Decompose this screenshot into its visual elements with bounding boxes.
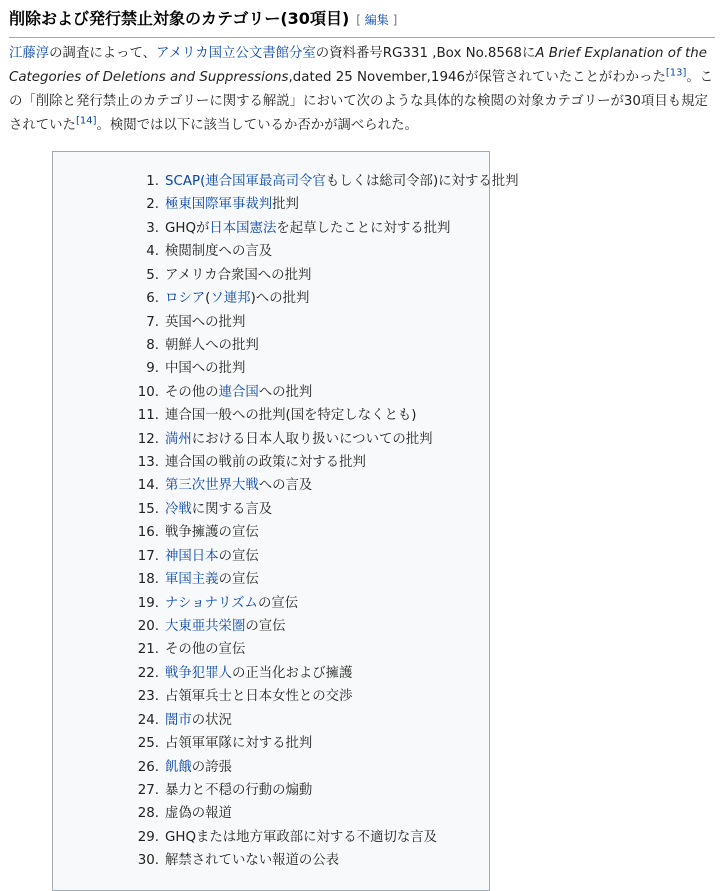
item-number: 16. bbox=[137, 525, 159, 541]
category-item bbox=[53, 685, 491, 708]
item-text bbox=[165, 568, 259, 591]
category-list bbox=[53, 170, 519, 873]
item-number: 1. bbox=[146, 174, 159, 189]
item-number: 3. bbox=[146, 220, 159, 236]
category-item bbox=[53, 662, 491, 685]
category-item bbox=[53, 357, 491, 380]
category-item bbox=[53, 498, 491, 521]
item-text bbox=[165, 404, 416, 427]
category-item bbox=[53, 311, 491, 334]
item-text-part: 戦争擁護の宣伝 bbox=[165, 525, 259, 541]
category-item bbox=[53, 732, 491, 755]
item-number: 8. bbox=[146, 337, 159, 353]
item-text-part: の正当化および擁護 bbox=[231, 665, 353, 681]
item-link[interactable]: 日本国憲法 bbox=[209, 220, 277, 236]
category-item bbox=[53, 709, 491, 732]
category-item bbox=[53, 756, 491, 779]
item-link[interactable]: 軍国主義 bbox=[165, 572, 219, 588]
category-item bbox=[53, 592, 491, 615]
category-item bbox=[53, 521, 491, 544]
category-item bbox=[53, 451, 491, 474]
item-number: 14. bbox=[137, 478, 159, 494]
item-text bbox=[165, 638, 245, 661]
edit-bracket-close: ] bbox=[388, 13, 398, 27]
item-text bbox=[165, 428, 433, 451]
item-text-part: の宣伝 bbox=[218, 548, 259, 564]
item-text-part: GHQまたは地方軍政部に対する不適切な言及 bbox=[165, 829, 438, 845]
item-text-part: への言及 bbox=[258, 478, 313, 494]
category-item bbox=[53, 287, 491, 310]
item-text-part: の宣伝 bbox=[218, 572, 259, 588]
item-text-part: 朝鮮人への批判 bbox=[165, 337, 259, 353]
edit-section-link bbox=[356, 13, 397, 27]
reference-14 bbox=[76, 116, 97, 127]
item-text bbox=[165, 474, 312, 497]
category-item bbox=[53, 474, 491, 497]
item-text bbox=[165, 709, 232, 732]
item-text bbox=[165, 615, 286, 638]
para-text-3: ,dated 25 November,1946が保管されていたことがわかった bbox=[288, 70, 666, 85]
item-text-part: の宣伝 bbox=[257, 595, 299, 611]
item-number: 13. bbox=[137, 455, 159, 471]
item-number: 26. bbox=[137, 759, 159, 775]
item-text bbox=[165, 357, 245, 380]
item-text-part: 占領軍兵士と日本女性との交渉 bbox=[165, 689, 353, 705]
item-number: 12. bbox=[137, 431, 159, 447]
para-text-1: の調査によって、 bbox=[49, 46, 157, 61]
para-text-5: 。検閲では以下に該当しているか否かが調べられた。 bbox=[96, 118, 418, 133]
edit-link[interactable]: 編集 bbox=[364, 13, 389, 27]
item-number: 10. bbox=[137, 384, 159, 400]
item-text-part: における日本人取り扱いについての批判 bbox=[191, 431, 433, 447]
category-item bbox=[53, 428, 491, 451]
item-link[interactable]: 連合国軍最高司令官 bbox=[205, 174, 326, 189]
item-number: 15. bbox=[137, 501, 159, 517]
item-text bbox=[165, 451, 366, 474]
item-text bbox=[165, 381, 312, 404]
item-link[interactable]: 闇市 bbox=[165, 712, 192, 728]
item-number: 21. bbox=[137, 642, 159, 658]
item-number: 17. bbox=[137, 548, 159, 564]
item-number: 28. bbox=[137, 806, 159, 822]
item-text-part: 虚偽の報道 bbox=[165, 806, 232, 822]
item-link[interactable]: 連合国 bbox=[218, 384, 259, 400]
item-link[interactable]: ソ連邦 bbox=[210, 291, 251, 307]
item-text bbox=[165, 334, 259, 357]
category-item bbox=[53, 381, 491, 404]
item-link[interactable]: ロシア bbox=[165, 291, 206, 307]
item-text-part: 解禁されていない報道の公表 bbox=[165, 853, 340, 869]
item-text-part: 検閲制度への言及 bbox=[165, 244, 273, 260]
item-text bbox=[165, 592, 298, 615]
reference-13-link[interactable]: [13] bbox=[665, 67, 687, 79]
item-number: 30. bbox=[137, 853, 159, 869]
item-text bbox=[165, 170, 519, 193]
item-number: 6. bbox=[146, 291, 159, 307]
item-number: 5. bbox=[146, 267, 159, 283]
item-text bbox=[165, 802, 232, 825]
item-text-part: 占領軍軍隊に対する批判 bbox=[165, 736, 313, 752]
item-text-part: ( bbox=[205, 291, 211, 307]
category-list-box bbox=[52, 151, 519, 891]
item-text bbox=[165, 756, 232, 779]
category-item bbox=[53, 615, 491, 638]
category-item bbox=[53, 826, 491, 849]
edit-bracket-open: [ bbox=[356, 13, 365, 27]
item-text bbox=[165, 498, 272, 521]
item-text-part: 批判 bbox=[272, 197, 299, 213]
item-text-part: )への批判 bbox=[250, 291, 310, 307]
category-item bbox=[53, 334, 491, 357]
category-item bbox=[53, 404, 491, 427]
item-text bbox=[165, 311, 245, 334]
para-text-4: 。この「削除と発行禁止のカテゴリーに関する解説」において次のような具体的な検閲の対象カテゴリーが30項目も規定されていた bbox=[9, 70, 714, 133]
item-number: 23. bbox=[137, 689, 159, 705]
item-text-part: の誇張 bbox=[191, 759, 232, 775]
category-item bbox=[53, 638, 491, 661]
section-title: 削除および発行禁止対象のカテゴリー(30項目) bbox=[9, 9, 350, 28]
item-text bbox=[165, 217, 450, 240]
item-number: 7. bbox=[146, 314, 159, 330]
item-text bbox=[165, 826, 437, 849]
item-text-part: 連合国の戦前の政策に対する批判 bbox=[165, 455, 366, 471]
section-heading bbox=[9, 7, 715, 38]
item-link[interactable]: 冷戦 bbox=[165, 501, 192, 517]
category-item bbox=[53, 264, 491, 287]
item-number: 27. bbox=[137, 782, 159, 798]
item-number: 19. bbox=[137, 595, 159, 611]
item-text-part: の状況 bbox=[191, 712, 232, 728]
category-item bbox=[53, 802, 491, 825]
intro-paragraph bbox=[9, 42, 715, 138]
item-link[interactable]: SCAP( bbox=[165, 174, 206, 189]
item-text-part: 暴力と不穏の行動の煽動 bbox=[165, 782, 313, 798]
item-number: 2. bbox=[146, 197, 159, 213]
item-text-part: その他の bbox=[165, 384, 219, 400]
item-link[interactable]: 第三次世界大戦 bbox=[165, 478, 259, 494]
item-number: 29. bbox=[137, 829, 159, 845]
item-number: 18. bbox=[137, 572, 159, 588]
item-link[interactable]: 戦争犯罪人 bbox=[165, 665, 232, 681]
item-number: 22. bbox=[137, 665, 159, 681]
item-text-part: 英国への批判 bbox=[165, 314, 246, 330]
item-number: 11. bbox=[137, 408, 159, 424]
category-item bbox=[53, 217, 491, 240]
item-text-part: もしくは総司令部)に対する批判 bbox=[325, 174, 519, 189]
reference-13 bbox=[666, 68, 687, 79]
item-text bbox=[165, 545, 259, 568]
item-link[interactable]: 神国日本 bbox=[165, 548, 219, 564]
item-text-part: その他の宣伝 bbox=[165, 642, 246, 658]
archive-link[interactable]: アメリカ国立公文書館分室 bbox=[156, 46, 316, 61]
category-item bbox=[53, 779, 491, 802]
item-text bbox=[165, 685, 352, 708]
item-text-part: GHQが bbox=[165, 220, 210, 236]
item-text bbox=[165, 287, 309, 310]
item-text bbox=[165, 662, 352, 685]
document-title: A Brief Explanation of the Categories of Deletions and Suppressions bbox=[9, 46, 707, 85]
item-text bbox=[165, 849, 339, 872]
author-link[interactable]: 江藤淳 bbox=[9, 46, 50, 61]
item-text bbox=[165, 779, 312, 802]
item-link[interactable]: 極東国際軍事裁判 bbox=[165, 197, 273, 213]
item-number: 24. bbox=[137, 712, 159, 728]
category-item bbox=[53, 849, 491, 872]
item-link[interactable]: 満州 bbox=[165, 431, 192, 447]
item-text bbox=[165, 240, 272, 263]
item-link[interactable]: 大東亜共栄圏 bbox=[165, 619, 246, 635]
category-item bbox=[53, 170, 519, 193]
item-text bbox=[165, 732, 312, 755]
item-text-part: の宣伝 bbox=[245, 619, 286, 635]
item-text-part: 連合国一般への批判(国を特定しなくとも) bbox=[165, 408, 417, 424]
para-text-2: の資料番号RG331 ,Box No.8568に bbox=[315, 46, 536, 61]
item-link[interactable]: ナショナリズム bbox=[165, 595, 258, 611]
item-text bbox=[165, 264, 311, 287]
item-number: 25. bbox=[137, 736, 159, 752]
category-item bbox=[53, 568, 491, 591]
item-text-part: を起草したことに対する批判 bbox=[276, 220, 451, 236]
item-number: 20. bbox=[137, 619, 159, 635]
category-item bbox=[53, 240, 491, 263]
item-link[interactable]: 飢餓 bbox=[165, 759, 192, 775]
category-item bbox=[53, 545, 491, 568]
item-text-part: アメリカ合衆国への批判 bbox=[165, 267, 312, 283]
item-text-part: に関する言及 bbox=[191, 501, 273, 517]
item-text-part: 中国への批判 bbox=[165, 361, 246, 377]
item-text bbox=[165, 521, 259, 544]
item-number: 9. bbox=[146, 361, 159, 377]
category-item bbox=[53, 193, 491, 216]
item-text-part: への批判 bbox=[258, 384, 313, 400]
reference-14-link[interactable]: [14] bbox=[75, 115, 97, 127]
item-number: 4. bbox=[146, 244, 159, 260]
item-text bbox=[165, 193, 299, 216]
